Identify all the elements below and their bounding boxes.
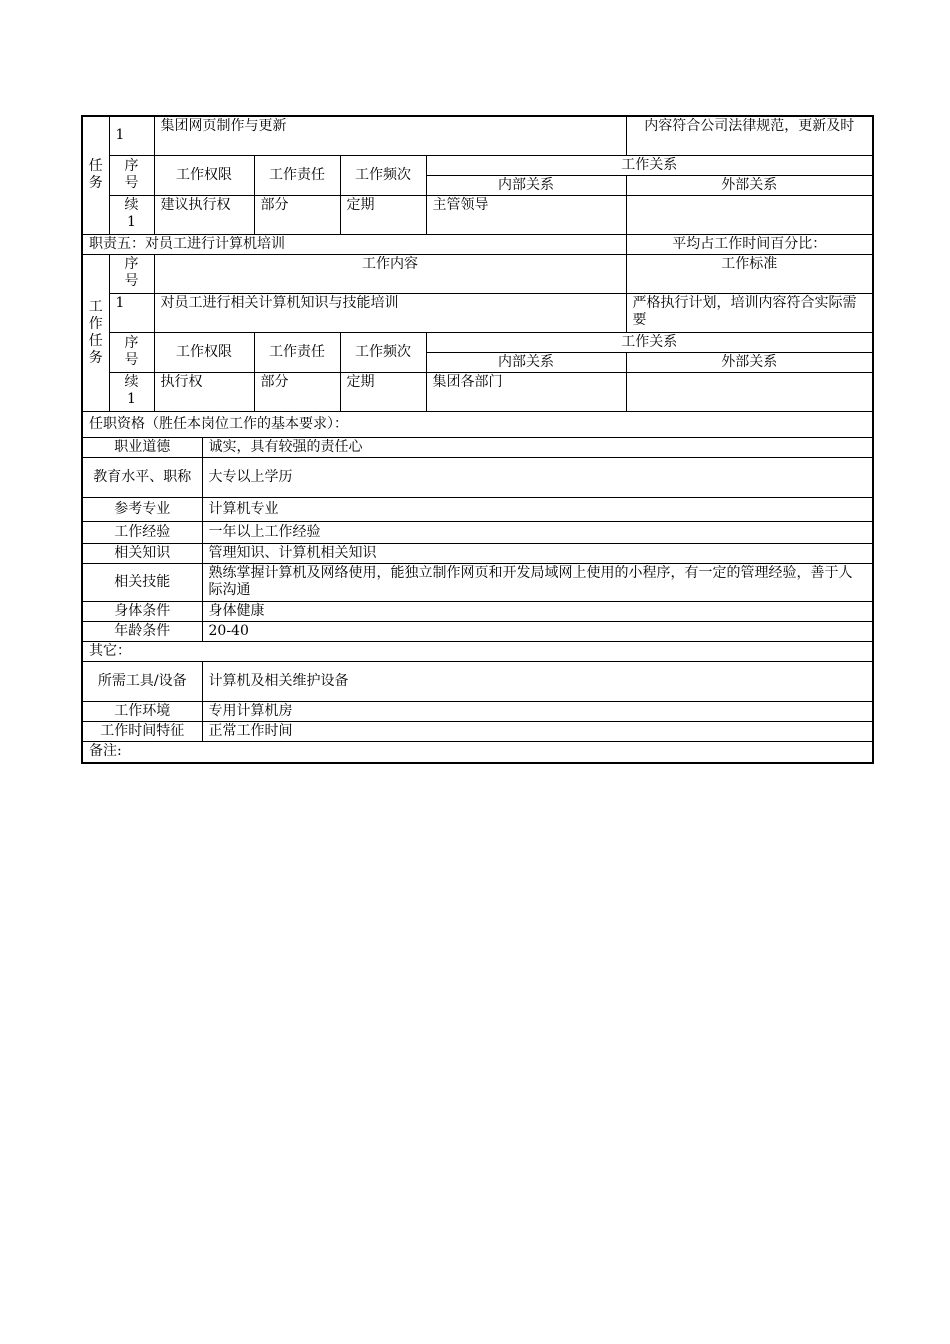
qual-label: 参考专业 xyxy=(82,497,202,521)
duty5-hdr-standard: 工作标准 xyxy=(626,254,873,293)
duty5-hdr-authority: 工作权限 xyxy=(154,332,254,372)
block4-hdr-relations: 工作关系 xyxy=(426,155,873,175)
qual-label: 工作经验 xyxy=(82,521,202,543)
block4-row-internal: 主管领导 xyxy=(426,195,626,234)
qual-value: 身体健康 xyxy=(202,601,873,621)
duty5-hdr-relations: 工作关系 xyxy=(426,332,873,352)
qual-value: 诚实，具有较强的责任心 xyxy=(202,437,873,457)
block4-row-external xyxy=(626,195,873,234)
remarks-label: 备注: xyxy=(82,741,873,763)
duty5-hdr-responsibility: 工作责任 xyxy=(254,332,340,372)
duty5-row-frequency: 定期 xyxy=(340,372,426,411)
job-description-table xyxy=(81,115,874,764)
block4-task-seq: 1 xyxy=(109,116,154,155)
duty5-hdr-seq: 序 号 xyxy=(109,254,154,293)
qual-label: 相关知识 xyxy=(82,543,202,563)
qual-label: 身体条件 xyxy=(82,601,202,621)
block4-hdr-seq: 序 号 xyxy=(109,155,154,195)
other-value: 计算机及相关维护设备 xyxy=(202,661,873,701)
duty5-task-content: 对员工进行相关计算机知识与技能培训 xyxy=(154,293,626,332)
qual-label: 教育水平、职称 xyxy=(82,457,202,497)
qual-label: 年龄条件 xyxy=(82,621,202,641)
block4-hdr-frequency: 工作频次 xyxy=(340,155,426,195)
duty5-hdr-external: 外部关系 xyxy=(626,352,873,372)
other-label: 工作环境 xyxy=(82,701,202,721)
duty5-hdr-internal: 内部关系 xyxy=(426,352,626,372)
qualifications-title: 任职资格（胜任本岗位工作的基本要求）： xyxy=(82,411,873,437)
block4-task-content: 集团网页制作与更新 xyxy=(154,116,626,155)
block4-row-frequency: 定期 xyxy=(340,195,426,234)
duty5-hdr-content: 工作内容 xyxy=(154,254,626,293)
block4-hdr-responsibility: 工作责任 xyxy=(254,155,340,195)
qual-value: 熟练掌握计算机及网络使用，能独立制作网页和开发局域网上使用的小程序，有一定的管理经验，善于人际沟通 xyxy=(202,563,873,601)
qual-label: 相关技能 xyxy=(82,563,202,601)
other-title: 其它： xyxy=(82,641,873,661)
block4-hdr-authority: 工作权限 xyxy=(154,155,254,195)
block4-hdr-internal: 内部关系 xyxy=(426,175,626,195)
duty5-task-standard: 严格执行计划，培训内容符合实际需要 xyxy=(626,293,873,332)
block4-row-responsibility: 部分 xyxy=(254,195,340,234)
qual-value: 大专以上学历 xyxy=(202,457,873,497)
qual-value: 20-40 xyxy=(202,621,873,641)
qual-value: 一年以上工作经验 xyxy=(202,521,873,543)
qual-value: 管理知识、计算机相关知识 xyxy=(202,543,873,563)
duty5-row-internal: 集团各部门 xyxy=(426,372,626,411)
other-label: 工作时间特征 xyxy=(82,721,202,741)
other-value: 正常工作时间 xyxy=(202,721,873,741)
duty5-row-external xyxy=(626,372,873,411)
duty5-row-responsibility: 部分 xyxy=(254,372,340,411)
block4-task-standard: 内容符合公司法律规范，更新及时 xyxy=(626,116,873,155)
duty5-task-seq: 1 xyxy=(109,293,154,332)
duty5-hdr-frequency: 工作频次 xyxy=(340,332,426,372)
qual-label: 职业道德 xyxy=(82,437,202,457)
block4-side-label: 任 务 xyxy=(82,116,109,234)
duty5-row-seq: 续 1 xyxy=(109,372,154,411)
qual-value: 计算机专业 xyxy=(202,497,873,521)
block4-hdr-external: 外部关系 xyxy=(626,175,873,195)
duty5-time-percent: 平均占工作时间百分比： xyxy=(626,234,873,254)
block4-row-authority: 建议执行权 xyxy=(154,195,254,234)
duty5-title: 职责五：对员工进行计算机培训 xyxy=(82,234,626,254)
other-label: 所需工具/设备 xyxy=(82,661,202,701)
duty5-side-label: 工 作 任 务 xyxy=(82,254,109,411)
other-value: 专用计算机房 xyxy=(202,701,873,721)
duty5-hdr2-seq: 序 号 xyxy=(109,332,154,372)
block4-row-seq: 续 1 xyxy=(109,195,154,234)
duty5-row-authority: 执行权 xyxy=(154,372,254,411)
